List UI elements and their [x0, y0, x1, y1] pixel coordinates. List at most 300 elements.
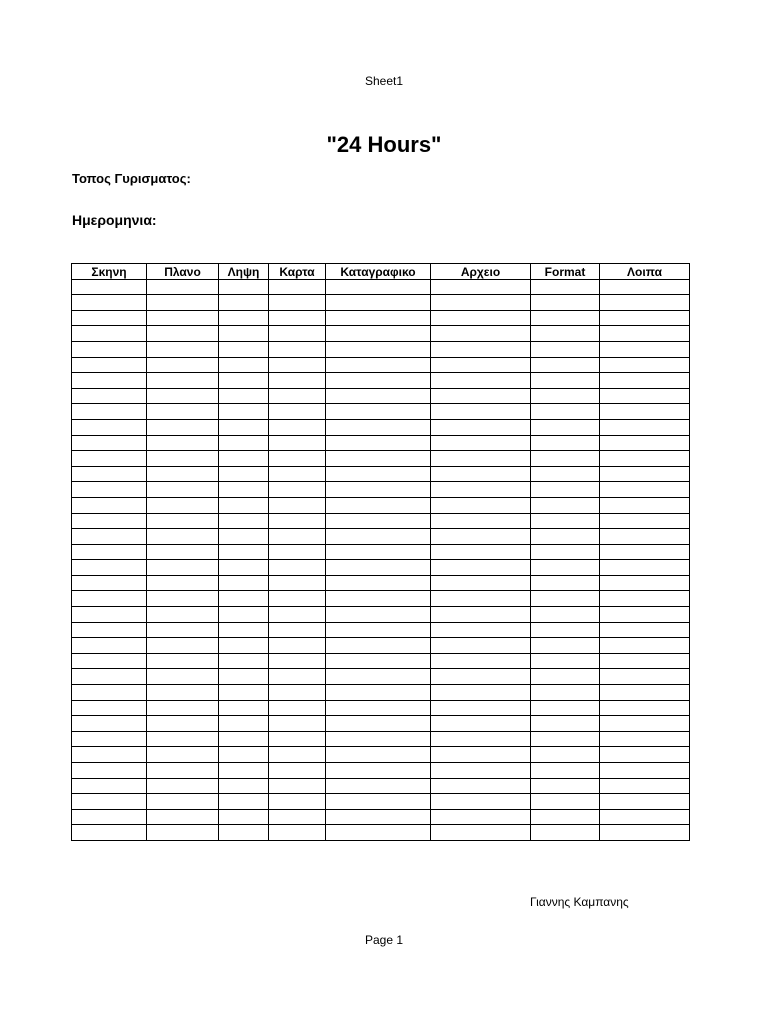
table-cell: [431, 638, 531, 654]
table-cell: [326, 622, 431, 638]
table-cell: [219, 529, 269, 545]
table-cell: [147, 638, 219, 654]
table-cell: [531, 419, 600, 435]
table-cell: [600, 373, 690, 389]
table-cell: [147, 419, 219, 435]
table-cell: [219, 341, 269, 357]
column-header-format: Format: [531, 264, 600, 280]
table-cell: [326, 357, 431, 373]
table-cell: [326, 326, 431, 342]
table-cell: [431, 747, 531, 763]
table-cell: [600, 497, 690, 513]
table-cell: [326, 778, 431, 794]
table-cell: [269, 544, 326, 560]
table-cell: [72, 778, 147, 794]
table-row: [72, 357, 690, 373]
location-field-label: Τοπος Γυρισματος:: [72, 171, 191, 186]
table-row: [72, 794, 690, 810]
table-cell: [269, 591, 326, 607]
table-cell: [531, 341, 600, 357]
table-row: [72, 560, 690, 576]
table-cell: [147, 575, 219, 591]
table-cell: [431, 685, 531, 701]
table-cell: [219, 622, 269, 638]
table-cell: [219, 419, 269, 435]
table-cell: [219, 669, 269, 685]
table-cell: [326, 513, 431, 529]
table-cell: [72, 404, 147, 420]
table-cell: [269, 607, 326, 623]
table-cell: [219, 326, 269, 342]
table-cell: [147, 747, 219, 763]
table-cell: [219, 591, 269, 607]
table-cell: [219, 279, 269, 295]
table-cell: [147, 544, 219, 560]
table-cell: [269, 653, 326, 669]
table-row: [72, 747, 690, 763]
table-cell: [531, 763, 600, 779]
table-cell: [269, 731, 326, 747]
table-cell: [600, 419, 690, 435]
table-cell: [147, 466, 219, 482]
table-row: [72, 685, 690, 701]
table-cell: [600, 513, 690, 529]
table-cell: [600, 560, 690, 576]
table-cell: [147, 357, 219, 373]
table-cell: [600, 482, 690, 498]
table-cell: [72, 560, 147, 576]
table-cell: [431, 622, 531, 638]
sheet-name: Sheet1: [364, 74, 404, 88]
table-row: [72, 731, 690, 747]
table-cell: [600, 357, 690, 373]
table-cell: [600, 544, 690, 560]
table-cell: [147, 700, 219, 716]
table-cell: [147, 326, 219, 342]
table-cell: [531, 669, 600, 685]
table-cell: [72, 607, 147, 623]
table-cell: [269, 560, 326, 576]
table-cell: [431, 295, 531, 311]
table-cell: [326, 685, 431, 701]
table-cell: [531, 544, 600, 560]
table-cell: [147, 591, 219, 607]
table-cell: [531, 575, 600, 591]
table-cell: [219, 435, 269, 451]
table-cell: [600, 404, 690, 420]
table-cell: [431, 341, 531, 357]
table-cell: [72, 529, 147, 545]
table-cell: [431, 575, 531, 591]
table-row: [72, 716, 690, 732]
table-cell: [72, 357, 147, 373]
table-cell: [600, 451, 690, 467]
table-cell: [72, 279, 147, 295]
table-cell: [326, 279, 431, 295]
table-cell: [326, 591, 431, 607]
table-cell: [147, 731, 219, 747]
table-cell: [72, 482, 147, 498]
table-row: [72, 295, 690, 311]
page-number: Page 1: [364, 933, 404, 947]
table-cell: [431, 825, 531, 841]
table-cell: [147, 451, 219, 467]
table-cell: [72, 295, 147, 311]
table-cell: [326, 575, 431, 591]
table-cell: [431, 529, 531, 545]
table-cell: [219, 825, 269, 841]
table-row: [72, 279, 690, 295]
table-cell: [72, 809, 147, 825]
table-row: [72, 451, 690, 467]
table-row: [72, 482, 690, 498]
table-cell: [269, 763, 326, 779]
table-cell: [269, 700, 326, 716]
table-cell: [600, 295, 690, 311]
table-cell: [147, 778, 219, 794]
table-cell: [326, 451, 431, 467]
table-cell: [431, 357, 531, 373]
table-cell: [531, 466, 600, 482]
table-cell: [269, 747, 326, 763]
table-cell: [431, 809, 531, 825]
table-cell: [531, 591, 600, 607]
table-cell: [219, 809, 269, 825]
table-cell: [269, 310, 326, 326]
table-cell: [431, 591, 531, 607]
table-cell: [219, 310, 269, 326]
table-cell: [72, 763, 147, 779]
table-row: [72, 669, 690, 685]
table-cell: [72, 388, 147, 404]
table-cell: [72, 497, 147, 513]
table-cell: [219, 778, 269, 794]
column-header-shot: Πλανο: [147, 264, 219, 280]
table-cell: [269, 388, 326, 404]
table-cell: [219, 607, 269, 623]
table-row: [72, 466, 690, 482]
shot-log-table: [71, 263, 690, 841]
table-cell: [147, 825, 219, 841]
table-row: [72, 700, 690, 716]
column-header-other: Λοιπα: [600, 264, 690, 280]
table-cell: [72, 669, 147, 685]
table-cell: [431, 482, 531, 498]
table-cell: [600, 778, 690, 794]
table-cell: [72, 622, 147, 638]
table-cell: [600, 716, 690, 732]
table-cell: [531, 716, 600, 732]
table-row: [72, 419, 690, 435]
table-cell: [326, 497, 431, 513]
table-row: [72, 653, 690, 669]
table-cell: [269, 451, 326, 467]
table-row: [72, 326, 690, 342]
table-cell: [600, 700, 690, 716]
table-cell: [72, 435, 147, 451]
table-cell: [72, 747, 147, 763]
table-cell: [600, 825, 690, 841]
table-cell: [531, 794, 600, 810]
table-row: [72, 622, 690, 638]
table-cell: [219, 638, 269, 654]
table-cell: [72, 591, 147, 607]
table-cell: [600, 326, 690, 342]
table-cell: [269, 404, 326, 420]
table-cell: [147, 310, 219, 326]
table-cell: [219, 357, 269, 373]
table-cell: [531, 435, 600, 451]
table-row: [72, 497, 690, 513]
table-cell: [72, 638, 147, 654]
table-cell: [219, 794, 269, 810]
table-cell: [72, 794, 147, 810]
table-cell: [326, 716, 431, 732]
table-cell: [531, 388, 600, 404]
table-cell: [531, 295, 600, 311]
document-title: "24 Hours": [326, 132, 442, 157]
table-cell: [326, 404, 431, 420]
table-cell: [72, 700, 147, 716]
table-cell: [531, 747, 600, 763]
column-header-card: Καρτα: [269, 264, 326, 280]
table-cell: [72, 825, 147, 841]
table-cell: [326, 825, 431, 841]
table-cell: [269, 825, 326, 841]
table-cell: [531, 700, 600, 716]
table-cell: [269, 357, 326, 373]
table-cell: [326, 560, 431, 576]
table-cell: [269, 529, 326, 545]
table-cell: [219, 388, 269, 404]
table-cell: [600, 794, 690, 810]
table-cell: [431, 451, 531, 467]
table-row: [72, 763, 690, 779]
table-cell: [600, 575, 690, 591]
table-cell: [147, 435, 219, 451]
table-cell: [531, 778, 600, 794]
table-cell: [269, 466, 326, 482]
table-cell: [269, 778, 326, 794]
table-cell: [269, 575, 326, 591]
table-cell: [326, 638, 431, 654]
table-cell: [219, 685, 269, 701]
table-cell: [219, 731, 269, 747]
table-cell: [531, 357, 600, 373]
table-cell: [431, 607, 531, 623]
table-cell: [147, 716, 219, 732]
table-cell: [147, 653, 219, 669]
table-cell: [269, 482, 326, 498]
table-cell: [219, 513, 269, 529]
table-cell: [147, 482, 219, 498]
table-cell: [269, 685, 326, 701]
table-cell: [431, 794, 531, 810]
table-cell: [600, 809, 690, 825]
table-cell: [269, 279, 326, 295]
table-cell: [431, 373, 531, 389]
table-cell: [72, 513, 147, 529]
table-cell: [431, 653, 531, 669]
column-header-take: Ληψη: [219, 264, 269, 280]
table-cell: [431, 310, 531, 326]
table-cell: [531, 482, 600, 498]
table-cell: [326, 373, 431, 389]
table-cell: [326, 544, 431, 560]
table-cell: [269, 638, 326, 654]
table-cell: [72, 653, 147, 669]
table-cell: [147, 404, 219, 420]
table-cell: [219, 544, 269, 560]
table-cell: [431, 388, 531, 404]
table-cell: [269, 497, 326, 513]
table-cell: [431, 669, 531, 685]
table-cell: [531, 529, 600, 545]
table-cell: [600, 607, 690, 623]
table-cell: [531, 653, 600, 669]
table-cell: [269, 419, 326, 435]
table-cell: [72, 341, 147, 357]
table-cell: [72, 685, 147, 701]
table-cell: [531, 607, 600, 623]
column-header-file: Αρχειο: [431, 264, 531, 280]
table-cell: [326, 310, 431, 326]
table-cell: [531, 638, 600, 654]
table-cell: [147, 794, 219, 810]
table-cell: [269, 341, 326, 357]
table-cell: [326, 731, 431, 747]
table-cell: [531, 685, 600, 701]
table-cell: [326, 435, 431, 451]
table-cell: [531, 310, 600, 326]
table-cell: [431, 716, 531, 732]
table-cell: [219, 653, 269, 669]
table-cell: [219, 482, 269, 498]
table-cell: [72, 373, 147, 389]
table-cell: [431, 435, 531, 451]
table-row: [72, 778, 690, 794]
table-cell: [219, 763, 269, 779]
table-cell: [531, 809, 600, 825]
table-cell: [431, 560, 531, 576]
table-cell: [147, 513, 219, 529]
table-cell: [326, 794, 431, 810]
table-cell: [72, 731, 147, 747]
table-cell: [531, 731, 600, 747]
table-cell: [531, 622, 600, 638]
table-cell: [219, 295, 269, 311]
table-cell: [431, 513, 531, 529]
table-cell: [147, 279, 219, 295]
table-cell: [269, 295, 326, 311]
table-row: [72, 435, 690, 451]
table-cell: [431, 326, 531, 342]
table-cell: [531, 451, 600, 467]
table-row: [72, 404, 690, 420]
table-cell: [72, 310, 147, 326]
table-cell: [72, 575, 147, 591]
table-cell: [219, 404, 269, 420]
table-cell: [147, 669, 219, 685]
table-cell: [147, 341, 219, 357]
table-cell: [326, 763, 431, 779]
table-cell: [147, 497, 219, 513]
table-cell: [431, 419, 531, 435]
table-row: [72, 373, 690, 389]
table-row: [72, 529, 690, 545]
table-cell: [147, 295, 219, 311]
table-cell: [600, 747, 690, 763]
table-cell: [431, 778, 531, 794]
table-header-row: [72, 264, 690, 280]
table-cell: [531, 497, 600, 513]
table-cell: [219, 466, 269, 482]
table-cell: [219, 575, 269, 591]
table-row: [72, 607, 690, 623]
table-cell: [219, 560, 269, 576]
table-cell: [326, 653, 431, 669]
table-cell: [269, 716, 326, 732]
table-row: [72, 638, 690, 654]
table-cell: [147, 373, 219, 389]
table-cell: [219, 747, 269, 763]
table-cell: [531, 513, 600, 529]
date-field-label: Ημερομηνια:: [72, 212, 157, 228]
table-cell: [326, 809, 431, 825]
table-row: [72, 544, 690, 560]
table-cell: [431, 404, 531, 420]
table-cell: [219, 497, 269, 513]
table-cell: [431, 700, 531, 716]
table-cell: [72, 326, 147, 342]
table-cell: [600, 435, 690, 451]
table-cell: [269, 326, 326, 342]
table-cell: [219, 451, 269, 467]
table-cell: [326, 295, 431, 311]
table-cell: [326, 466, 431, 482]
table-cell: [600, 669, 690, 685]
table-row: [72, 513, 690, 529]
table-cell: [326, 700, 431, 716]
table-cell: [600, 529, 690, 545]
table-cell: [147, 607, 219, 623]
table-cell: [72, 716, 147, 732]
table-cell: [326, 388, 431, 404]
table-cell: [147, 529, 219, 545]
table-cell: [600, 685, 690, 701]
column-header-scene: Σκηνη: [72, 264, 147, 280]
table-row: [72, 825, 690, 841]
table-body: [72, 279, 690, 840]
table-cell: [219, 700, 269, 716]
table-cell: [600, 310, 690, 326]
table-cell: [600, 341, 690, 357]
table-cell: [600, 622, 690, 638]
table-cell: [147, 560, 219, 576]
table-cell: [147, 622, 219, 638]
table-cell: [269, 809, 326, 825]
table-cell: [147, 685, 219, 701]
table-row: [72, 809, 690, 825]
table-cell: [269, 513, 326, 529]
table-cell: [531, 825, 600, 841]
table-cell: [600, 591, 690, 607]
table-cell: [600, 388, 690, 404]
table-cell: [431, 279, 531, 295]
table-cell: [600, 466, 690, 482]
table-cell: [531, 404, 600, 420]
table-cell: [326, 747, 431, 763]
